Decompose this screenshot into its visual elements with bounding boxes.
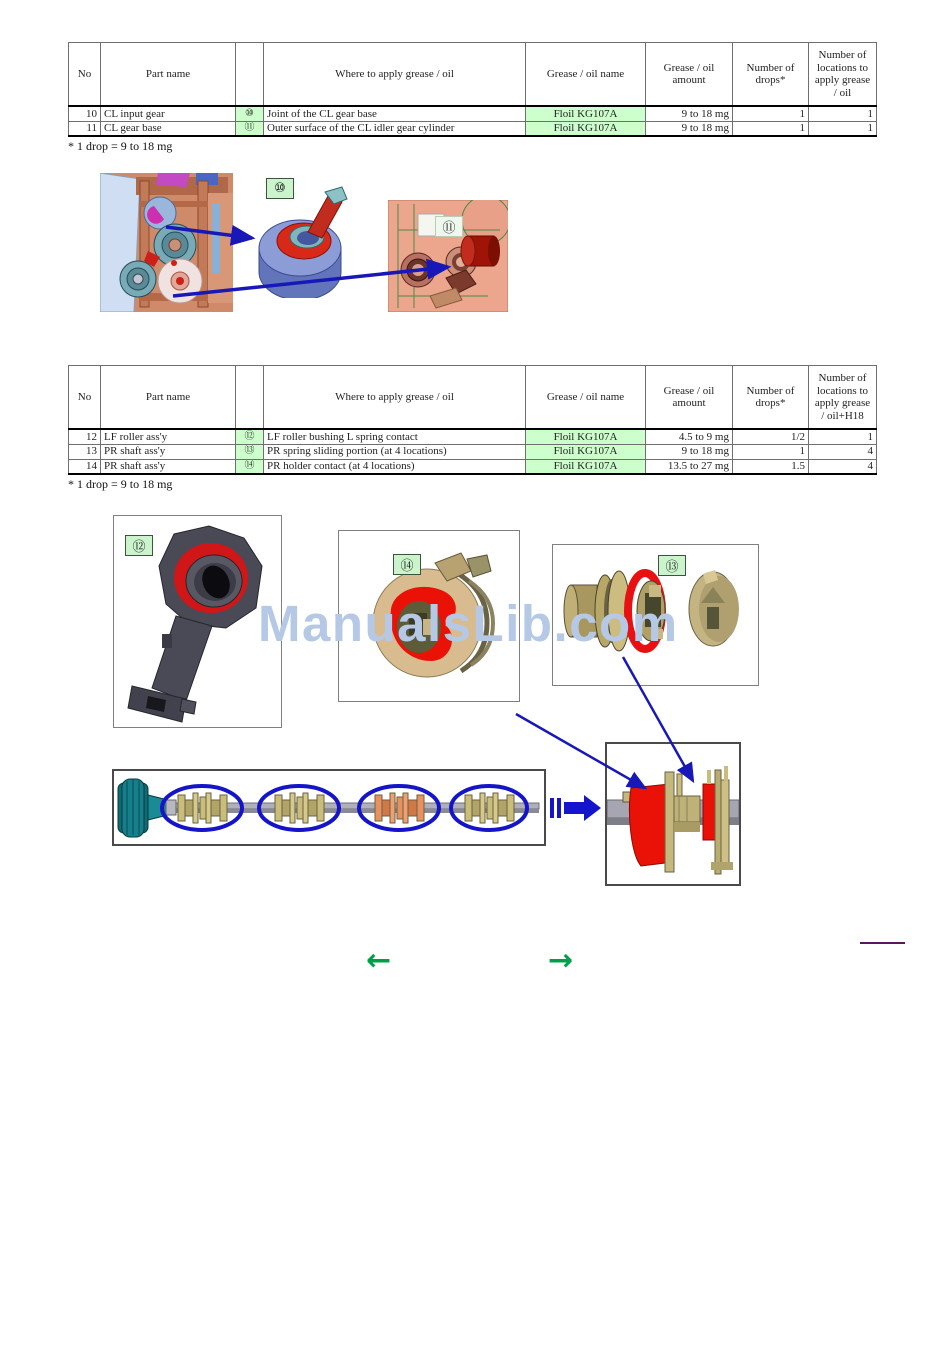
cell-drops: 1.5	[733, 459, 809, 474]
col-header-part: Part name	[101, 43, 236, 107]
table-row	[69, 429, 877, 444]
cell-amount: 9 to 18 mg	[646, 444, 733, 459]
col-header-drops: Number of drops*	[733, 43, 809, 107]
pr-shaft-detail-illustration	[607, 744, 739, 884]
cell-no: 14	[69, 459, 101, 474]
cell-part: CL gear base	[101, 121, 236, 136]
prev-page-arrow[interactable]: ←	[366, 943, 392, 978]
cell-drops: 1	[733, 121, 809, 136]
callout-10-label	[266, 178, 294, 199]
grease-table-1	[68, 42, 877, 137]
col-header-grease: Grease / oil name	[526, 366, 646, 430]
cell-ref: ⑩	[236, 106, 264, 121]
grease-table-2	[68, 365, 877, 475]
cell-ref: ⑬	[236, 444, 264, 459]
cell-amount: 4.5 to 9 mg	[646, 429, 733, 444]
cell-no: 12	[69, 429, 101, 444]
cell-part: CL input gear	[101, 106, 236, 121]
machine-assembly-illustration	[100, 173, 233, 312]
cell-where: Outer surface of the CL idler gear cylinder	[264, 121, 526, 136]
footnote-2: * 1 drop = 9 to 18 mg	[68, 477, 173, 491]
footnote-1: * 1 drop = 9 to 18 mg	[68, 139, 173, 153]
cell-locations: 4	[809, 444, 877, 459]
callout-11-label	[435, 216, 463, 237]
cell-where: LF roller bushing L spring contact	[264, 429, 526, 444]
col-header-amount: Grease / oil amount	[646, 366, 733, 430]
divider-line	[860, 942, 905, 944]
cell-locations: 4	[809, 459, 877, 474]
table-row	[69, 459, 877, 474]
cell-no: 13	[69, 444, 101, 459]
cell-where: PR holder contact (at 4 locations)	[264, 459, 526, 474]
cell-drops: 1	[733, 444, 809, 459]
cell-part: PR shaft ass'y	[101, 444, 236, 459]
cell-grease: Floil KG107A	[526, 106, 646, 121]
callout-14-label	[393, 554, 421, 575]
pr-shaft-illustration	[114, 771, 544, 844]
pr-shaft-overview-box	[112, 769, 546, 846]
col-header-no: No	[69, 43, 101, 107]
cell-amount: 13.5 to 27 mg	[646, 459, 733, 474]
col-header-locations: Number of locations to apply grease / oil	[809, 43, 877, 107]
cell-ref: ⑪	[236, 121, 264, 136]
cell-locations: 1	[809, 106, 877, 121]
cell-grease: Floil KG107A	[526, 444, 646, 459]
cell-amount: 9 to 18 mg	[646, 121, 733, 136]
col-header-ref	[236, 43, 264, 107]
cell-where: PR spring sliding portion (at 4 locations)	[264, 444, 526, 459]
table-row	[69, 121, 877, 136]
callout-13-label	[658, 555, 686, 576]
cell-amount: 9 to 18 mg	[646, 106, 733, 121]
cell-ref: ⑭	[236, 459, 264, 474]
cell-drops: 1	[733, 106, 809, 121]
col-header-no: No	[69, 366, 101, 430]
callout-11-text: ⑪	[442, 221, 456, 236]
cell-part: LF roller ass'y	[101, 429, 236, 444]
table-row	[69, 106, 877, 121]
col-header-where: Where to apply grease / oil	[264, 366, 526, 430]
col-header-grease: Grease / oil name	[526, 43, 646, 107]
cell-locations: 1	[809, 121, 877, 136]
callout-10-text: ⑩	[274, 181, 286, 196]
callout-12-text: ⑫	[132, 540, 146, 555]
col-header-ref	[236, 366, 264, 430]
watermark: ManualsLib.com	[258, 595, 679, 652]
callout-13-text: ⑬	[665, 560, 679, 575]
cell-grease: Floil KG107A	[526, 429, 646, 444]
cell-grease: Floil KG107A	[526, 121, 646, 136]
col-header-locations: Number of locations to apply grease / oil+H18	[809, 366, 877, 430]
table-header-row	[69, 43, 877, 107]
table-row	[69, 444, 877, 459]
cell-drops: 1/2	[733, 429, 809, 444]
col-header-drops: Number of drops*	[733, 366, 809, 430]
zoom-arrow-icon	[550, 792, 602, 824]
pr-shaft-detail-box	[605, 742, 741, 886]
cell-grease: Floil KG107A	[526, 459, 646, 474]
cell-locations: 1	[809, 429, 877, 444]
cell-part: PR shaft ass'y	[101, 459, 236, 474]
col-header-part: Part name	[101, 366, 236, 430]
next-page-arrow[interactable]: →	[548, 943, 574, 978]
col-header-where: Where to apply grease / oil	[264, 43, 526, 107]
col-header-amount: Grease / oil amount	[646, 43, 733, 107]
cell-ref: ⑫	[236, 429, 264, 444]
figure-part-12-box	[113, 515, 282, 728]
callout-14-text: ⑭	[400, 559, 414, 574]
cell-no: 11	[69, 121, 101, 136]
table-header-row	[69, 366, 877, 430]
cl-input-gear-illustration	[252, 186, 358, 298]
callout-12-label	[125, 535, 153, 556]
cell-no: 10	[69, 106, 101, 121]
cell-where: Joint of the CL gear base	[264, 106, 526, 121]
